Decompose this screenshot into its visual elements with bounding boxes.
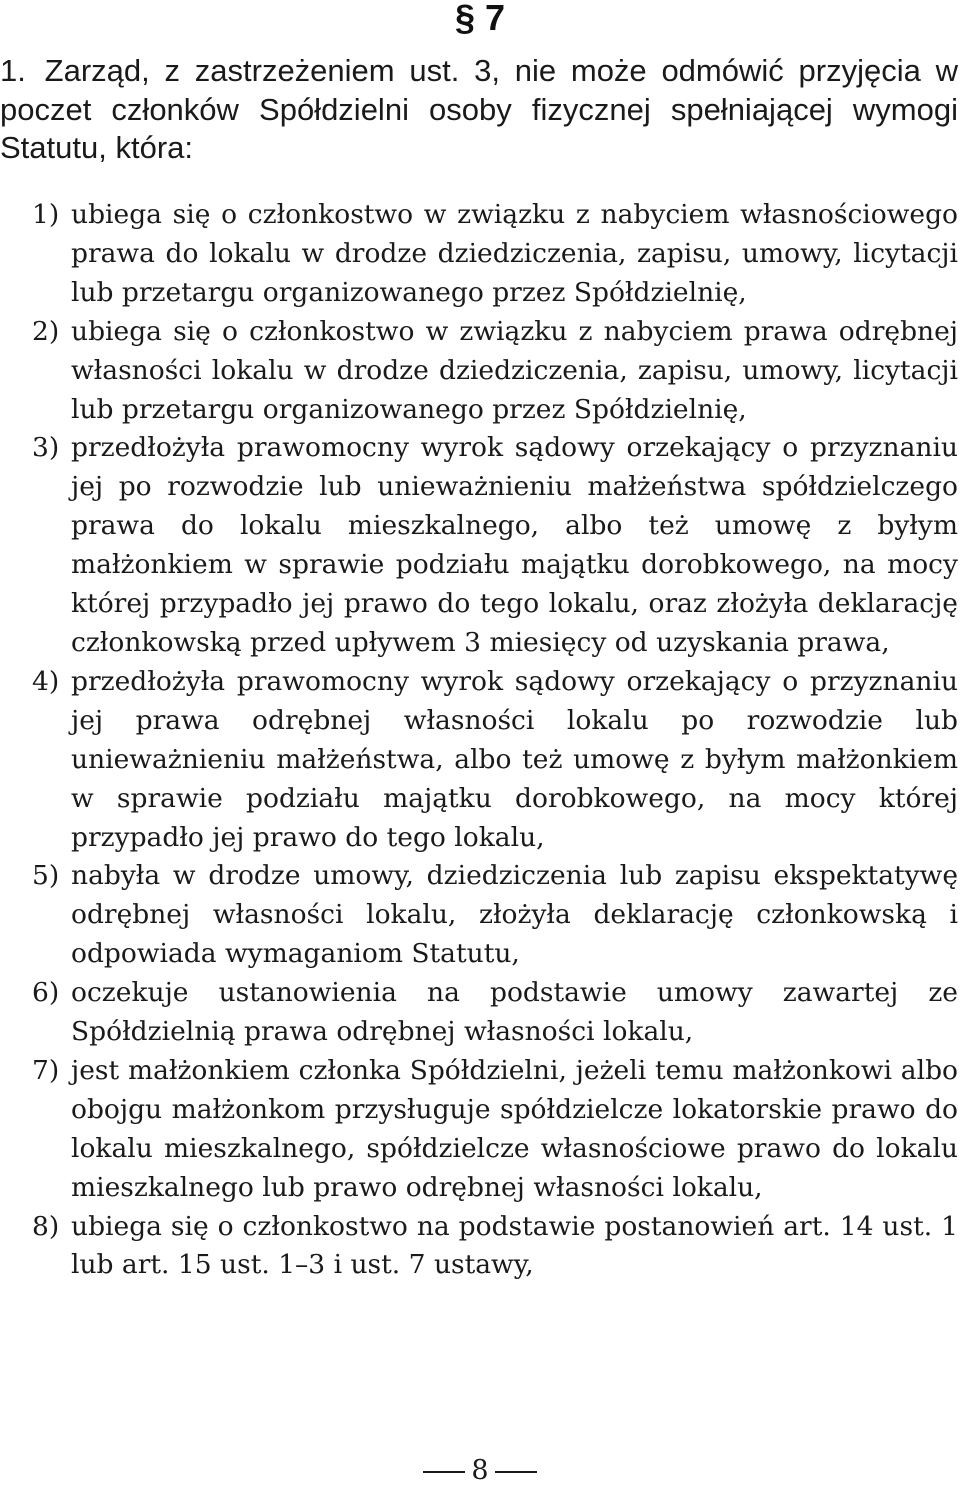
list-item-text: ubiega się o członkostwo w związku z nabyciem własnościowego prawa do lokalu w drodze dziedziczenia, zapisu, umowy, licytacji lub przetargu organizowanego przez Spółdzielnię, <box>71 199 958 308</box>
paragraph-text: Zarząd, z zastrzeżeniem ust. 3, nie może odmówić przyjęcia w poczet członków Spółdzielni osoby fizycznej spełniającej wymogi Statutu, która: <box>0 53 958 165</box>
list-item-text: nabyła w drodze umowy, dziedziczenia lub zapisu ekspektatywę odrębnej własności lokalu, złożyła deklarację członkowską i odpowiada wymaganiom Statutu, <box>71 860 958 970</box>
list-item-marker: 5) <box>32 860 60 892</box>
list-item-marker: 8) <box>32 1210 60 1242</box>
list-item <box>0 313 958 430</box>
list-item <box>0 663 958 858</box>
list-item-text: oczekuje ustanowienia na podstawie umowy zawartej ze Spółdzielnią prawa odrębnej własności lokalu, <box>71 977 958 1048</box>
list-item <box>0 196 958 313</box>
page-number: 8 <box>471 1455 489 1486</box>
page-footer <box>0 1456 960 1486</box>
list-item-text: jest małżonkiem członka Spółdzielni, jeżeli temu małżonkowi albo obojgu małżonkom przysługuje spółdzielcze lokatorskie prawo do lokalu mieszkalnego, spółdzielcze własnościowe prawo do lokalu mieszkalnego lub prawo odrębnej własności lokalu, <box>71 1054 958 1203</box>
list-item-marker: 1) <box>32 199 60 230</box>
list-item-marker: 7) <box>32 1054 60 1086</box>
list-item-marker: 2) <box>32 315 60 347</box>
footer-dash-left <box>423 1471 465 1473</box>
paragraph-1 <box>0 52 958 168</box>
list-item <box>0 1052 958 1208</box>
list-item-marker: 3) <box>32 432 60 464</box>
list-item <box>0 974 958 1052</box>
list-item-text: ubiega się o członkostwo w związku z nabyciem prawa odrębnej własności lokalu w drodze dziedziczenia, zapisu, umowy, licytacji lub przetargu organizowanego przez Spółdzielnię, <box>71 315 958 425</box>
footer-dash-right <box>495 1471 537 1473</box>
list-item <box>0 1208 958 1286</box>
list-item-marker: 4) <box>32 665 60 697</box>
list-item-marker: 6) <box>32 977 60 1009</box>
section-heading: § 7 <box>455 0 506 38</box>
list-item <box>0 429 958 662</box>
conditions-list <box>0 196 958 1285</box>
list-item-text: przedłożyła prawomocny wyrok sądowy orzekający o przyznaniu jej prawa odrębnej własności lokalu po rozwodzie lub unieważnieniu małżeństwa, albo też umowę z byłym małżonkiem w sprawie podziału majątku dorobkowego, na mocy której przypadło jej prawo do tego lokalu, <box>71 665 958 853</box>
list-item-text: ubiega się o członkostwo na podstawie postanowień art. 14 ust. 1 lub art. 15 ust. 1–3 i ust. 7 ustawy, <box>71 1210 958 1281</box>
list-item <box>0 857 958 974</box>
list-item-text: przedłożyła prawomocny wyrok sądowy orzekający o przyznaniu jej po rozwodzie lub unieważnieniu małżeństwa spółdzielczego prawa do lokalu mieszkalnego, albo też umowę z byłym małżonkiem w sprawie podziału majątku dorobkowego, na mocy której przypadło jej prawo do tego lokalu, oraz złożyła deklarację członkowską przed upływem 3 miesięcy od uzyskania prawa, <box>71 432 958 658</box>
paragraph-number: 1. <box>0 53 26 88</box>
